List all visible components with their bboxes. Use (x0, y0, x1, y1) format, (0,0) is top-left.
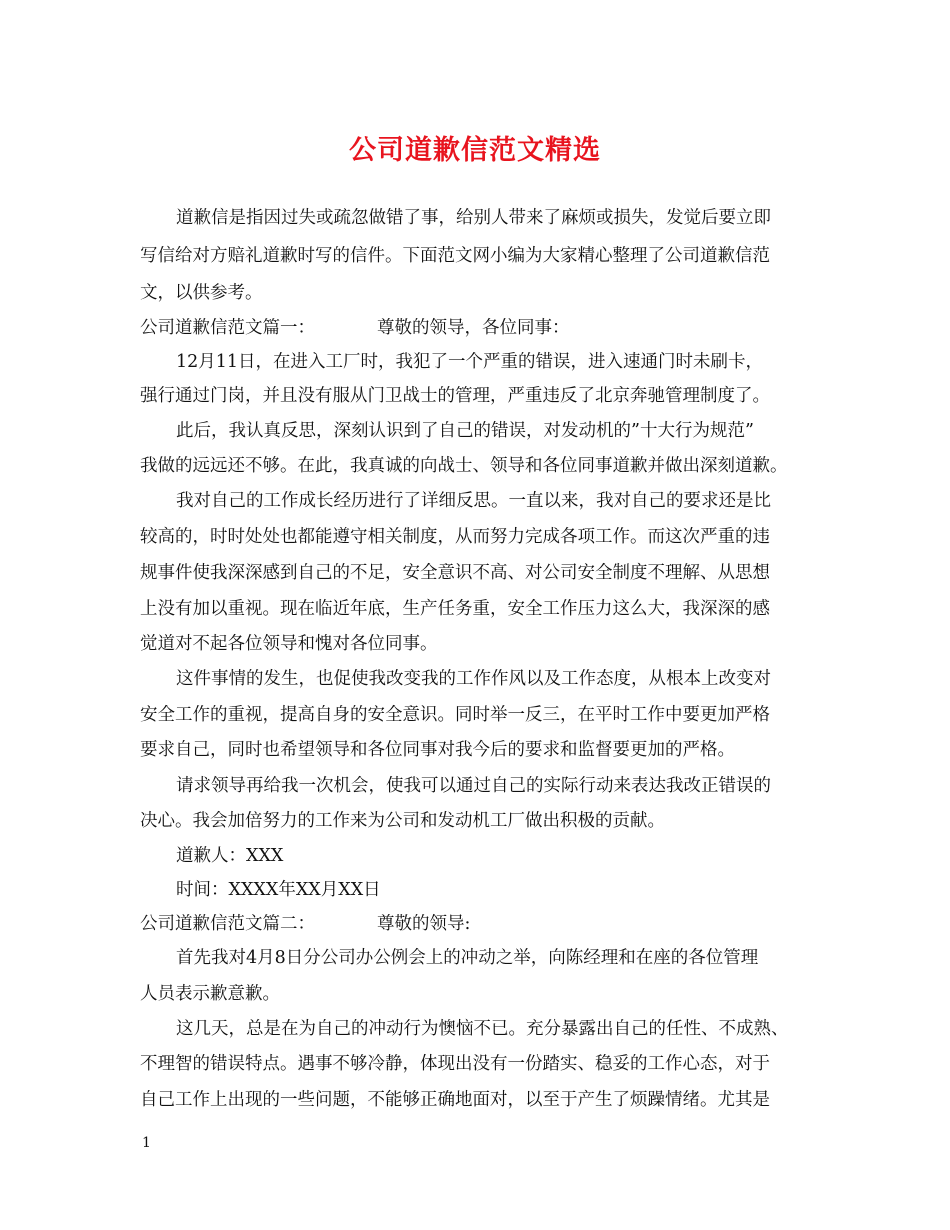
paragraph-line: 强行通过门岗，并且没有服从门卫战士的管理，严重违反了北京奔驰管理制度了。 (140, 386, 770, 406)
salutation: 尊敬的领导: (377, 914, 471, 934)
paragraph-line: 写信给对方赔礼道歉时写的信件。下面范文网小编为大家精心整理了公司道歉信范 (140, 246, 770, 266)
paragraph-line: 我做的远远还不够。在此，我真诚的向战士、领导和各位同事道歉并做出深刻道歉。 (140, 456, 788, 476)
paragraph-line: 12月11日，在进入工厂时，我犯了一个严重的错误，进入速通门时未刷卡， (176, 352, 764, 372)
paragraph-line: 自己工作上出现的一些问题，不能够正确地面对，以至于产生了烦躁情绪。尤其是 (140, 1090, 770, 1110)
section-heading: 公司道歉信范文篇一： (140, 318, 315, 338)
paragraph-line: 道歉信是指因过失或疏忽做错了事，给别人带来了麻烦或损失，发觉后要立即 (176, 208, 771, 228)
section-heading-line (140, 318, 840, 338)
paragraph-line: 请求领导再给我一次机会，使我可以通过自己的实际行动来表达我改正错误的 (176, 776, 771, 796)
document-title: 公司道歉信范文精选 (349, 135, 601, 166)
paragraph-line: 觉道对不起各位领导和愧对各位同事。 (140, 634, 438, 654)
page-number: 1 (142, 1135, 151, 1151)
paragraph-line: 上没有加以重视。现在临近年底，生产任务重，安全工作压力这么大，我深深的感 (140, 599, 770, 619)
date-line: 时间：XXXX年XX月XX日 (176, 880, 381, 900)
paragraph-line: 我对自己的工作成长经历进行了详细反思。一直以来，我对自己的要求还是比 (176, 491, 771, 511)
signature-line: 道歉人：XXX (176, 846, 284, 866)
paragraph-line: 此后，我认真反思，深刻认识到了自己的错误，对发动机的”十大行为规范” (176, 421, 754, 441)
paragraph-line: 首先我对4月8日分公司办公例会上的冲动之举，向陈经理和在座的各位管理 (176, 948, 759, 968)
section-heading: 公司道歉信范文篇二： (140, 914, 315, 934)
paragraph-line: 要求自己，同时也希望领导和各位同事对我今后的要求和监督要更加的严格。 (140, 740, 735, 760)
salutation: 尊敬的领导，各位同事： (377, 318, 570, 338)
paragraph-line: 不理智的错误特点。遇事不够冷静，体现出没有一份踏实、稳妥的工作心态，对于 (140, 1054, 770, 1074)
section-heading-line (140, 914, 840, 934)
paragraph-line: 人员表示歉意歉。 (140, 984, 280, 1004)
paragraph-line: 决心。我会加倍努力的工作来为公司和发动机工厂做出积极的贡献。 (140, 811, 665, 831)
paragraph-line: 文，以供参考。 (140, 283, 263, 303)
paragraph-line: 规事件使我深深感到自己的不足，安全意识不高、对公司安全制度不理解、从思想 (140, 563, 770, 583)
paragraph-line: 较高的，时时处处也都能遵守相关制度，从而努力完成各项工作。而这次严重的违 (140, 527, 770, 547)
paragraph-line: 这件事情的发生，也促使我改变我的工作作风以及工作态度，从根本上改变对 (176, 669, 771, 689)
paragraph-line: 这几天，总是在为自己的冲动行为懊恼不已。充分暴露出自己的任性、不成熟、 (176, 1019, 789, 1039)
paragraph-line: 安全工作的重视，提高自身的安全意识。同时举一反三，在平时工作中要更加严格 (140, 705, 770, 725)
